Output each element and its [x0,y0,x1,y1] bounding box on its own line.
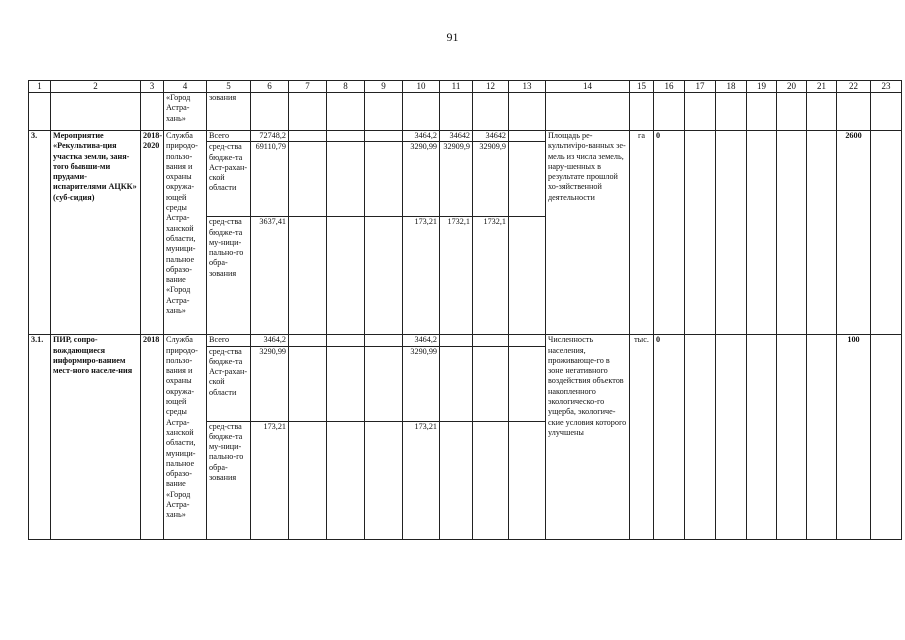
executor: Служба природо-пользо-вания и охраны окружа-ющей среды Астра-ханской области, муници-пальное образо-вание «Город Астра-хань» [164,131,207,335]
col-header: 12 [473,81,509,93]
unit: га [630,131,654,335]
value-cell: 3464,2 [403,335,440,346]
executor-cell: «Город Астра-хань» [164,93,207,131]
source-total: Всего [207,131,251,142]
value-cell: 72748,2 [251,131,289,142]
indicator-value: 2600 [837,131,871,335]
source-cell: зования [207,93,251,131]
executor: Служба природо-пользо-вания и охраны окружа-ющей среды Астра-ханской области, муници-пальное образо-вание «Город Астра-хань» [164,335,207,539]
col-header: 5 [207,81,251,93]
table-row [29,335,902,346]
value-cell: 3290,99 [251,346,289,421]
col-header: 9 [365,81,403,93]
col-header: 17 [685,81,716,93]
indicator-value: 100 [837,335,871,539]
value-cell: 34642 [473,131,509,142]
value-cell: 3637,41 [251,217,289,335]
indicator: Площадь ре-культиviро-ванных зе-мель из числа земель, нару-шенных в результате прошлой хо-зяйственной деятельности [546,131,630,335]
indicator-value: 0 [654,131,685,335]
col-header: 13 [509,81,546,93]
value-cell: 1732,1 [473,217,509,335]
col-header: 22 [837,81,871,93]
source-region: сред-ства бюдже-та Аст-рахан-ской области [207,142,251,217]
value-cell: 3290,99 [403,142,440,217]
value-cell: 173,21 [403,217,440,335]
source-total: Всего [207,335,251,346]
column-numbers-row [29,81,902,93]
col-header: 4 [164,81,207,93]
source-region: сред-ства бюдже-та Аст-рахан-ской области [207,346,251,421]
measure-name: ПИР, сопро-вождающиеся информиро-ванием мест-ного населе-ния [51,335,141,539]
col-header: 6 [251,81,289,93]
page-number: 91 [446,30,459,44]
col-header: 18 [716,81,747,93]
table-row-carry [29,93,902,131]
row-number: 3.1. [29,335,51,539]
years: 2018-2020 [141,131,164,335]
program-table [28,80,902,540]
col-header: 15 [630,81,654,93]
value-cell: 3464,2 [403,131,440,142]
years: 2018 [141,335,164,539]
value-cell: 32909,9 [440,142,473,217]
value-cell: 69110,79 [251,142,289,217]
col-header: 14 [546,81,630,93]
source-muni: сред-ства бюдже-та му-ници-пально-го обра-зования [207,217,251,335]
source-muni: сред-ства бюдже-та му-ници-пально-го обра-зования [207,421,251,539]
value-cell: 173,21 [403,421,440,539]
col-header: 1 [29,81,51,93]
col-header: 10 [403,81,440,93]
col-header: 19 [747,81,777,93]
col-header: 23 [871,81,902,93]
value-cell: 34642 [440,131,473,142]
value-cell: 1732,1 [440,217,473,335]
value-cell: 32909,9 [473,142,509,217]
value-cell: 173,21 [251,421,289,539]
col-header: 21 [807,81,837,93]
col-header: 2 [51,81,141,93]
col-header: 7 [289,81,327,93]
col-header: 11 [440,81,473,93]
measure-name: Мероприятие «Рекультива-ция участка земли, заня-того бывши-ми прудами-испарителями АЦКК» (суб-сидия) [51,131,141,335]
col-header: 8 [327,81,365,93]
value-cell: 3290,99 [403,346,440,421]
value-cell: 3464,2 [251,335,289,346]
row-number: 3. [29,131,51,335]
col-header: 16 [654,81,685,93]
indicator: Численность населения, проживающе-го в зоне негативного воздействия объектов накопленного экологическо-го ущерба, экологиче-ские условия которого улучшены [546,335,630,539]
unit: тыс. [630,335,654,539]
indicator-value: 0 [654,335,685,539]
col-header: 3 [141,81,164,93]
col-header: 20 [777,81,807,93]
table-row [29,131,902,142]
